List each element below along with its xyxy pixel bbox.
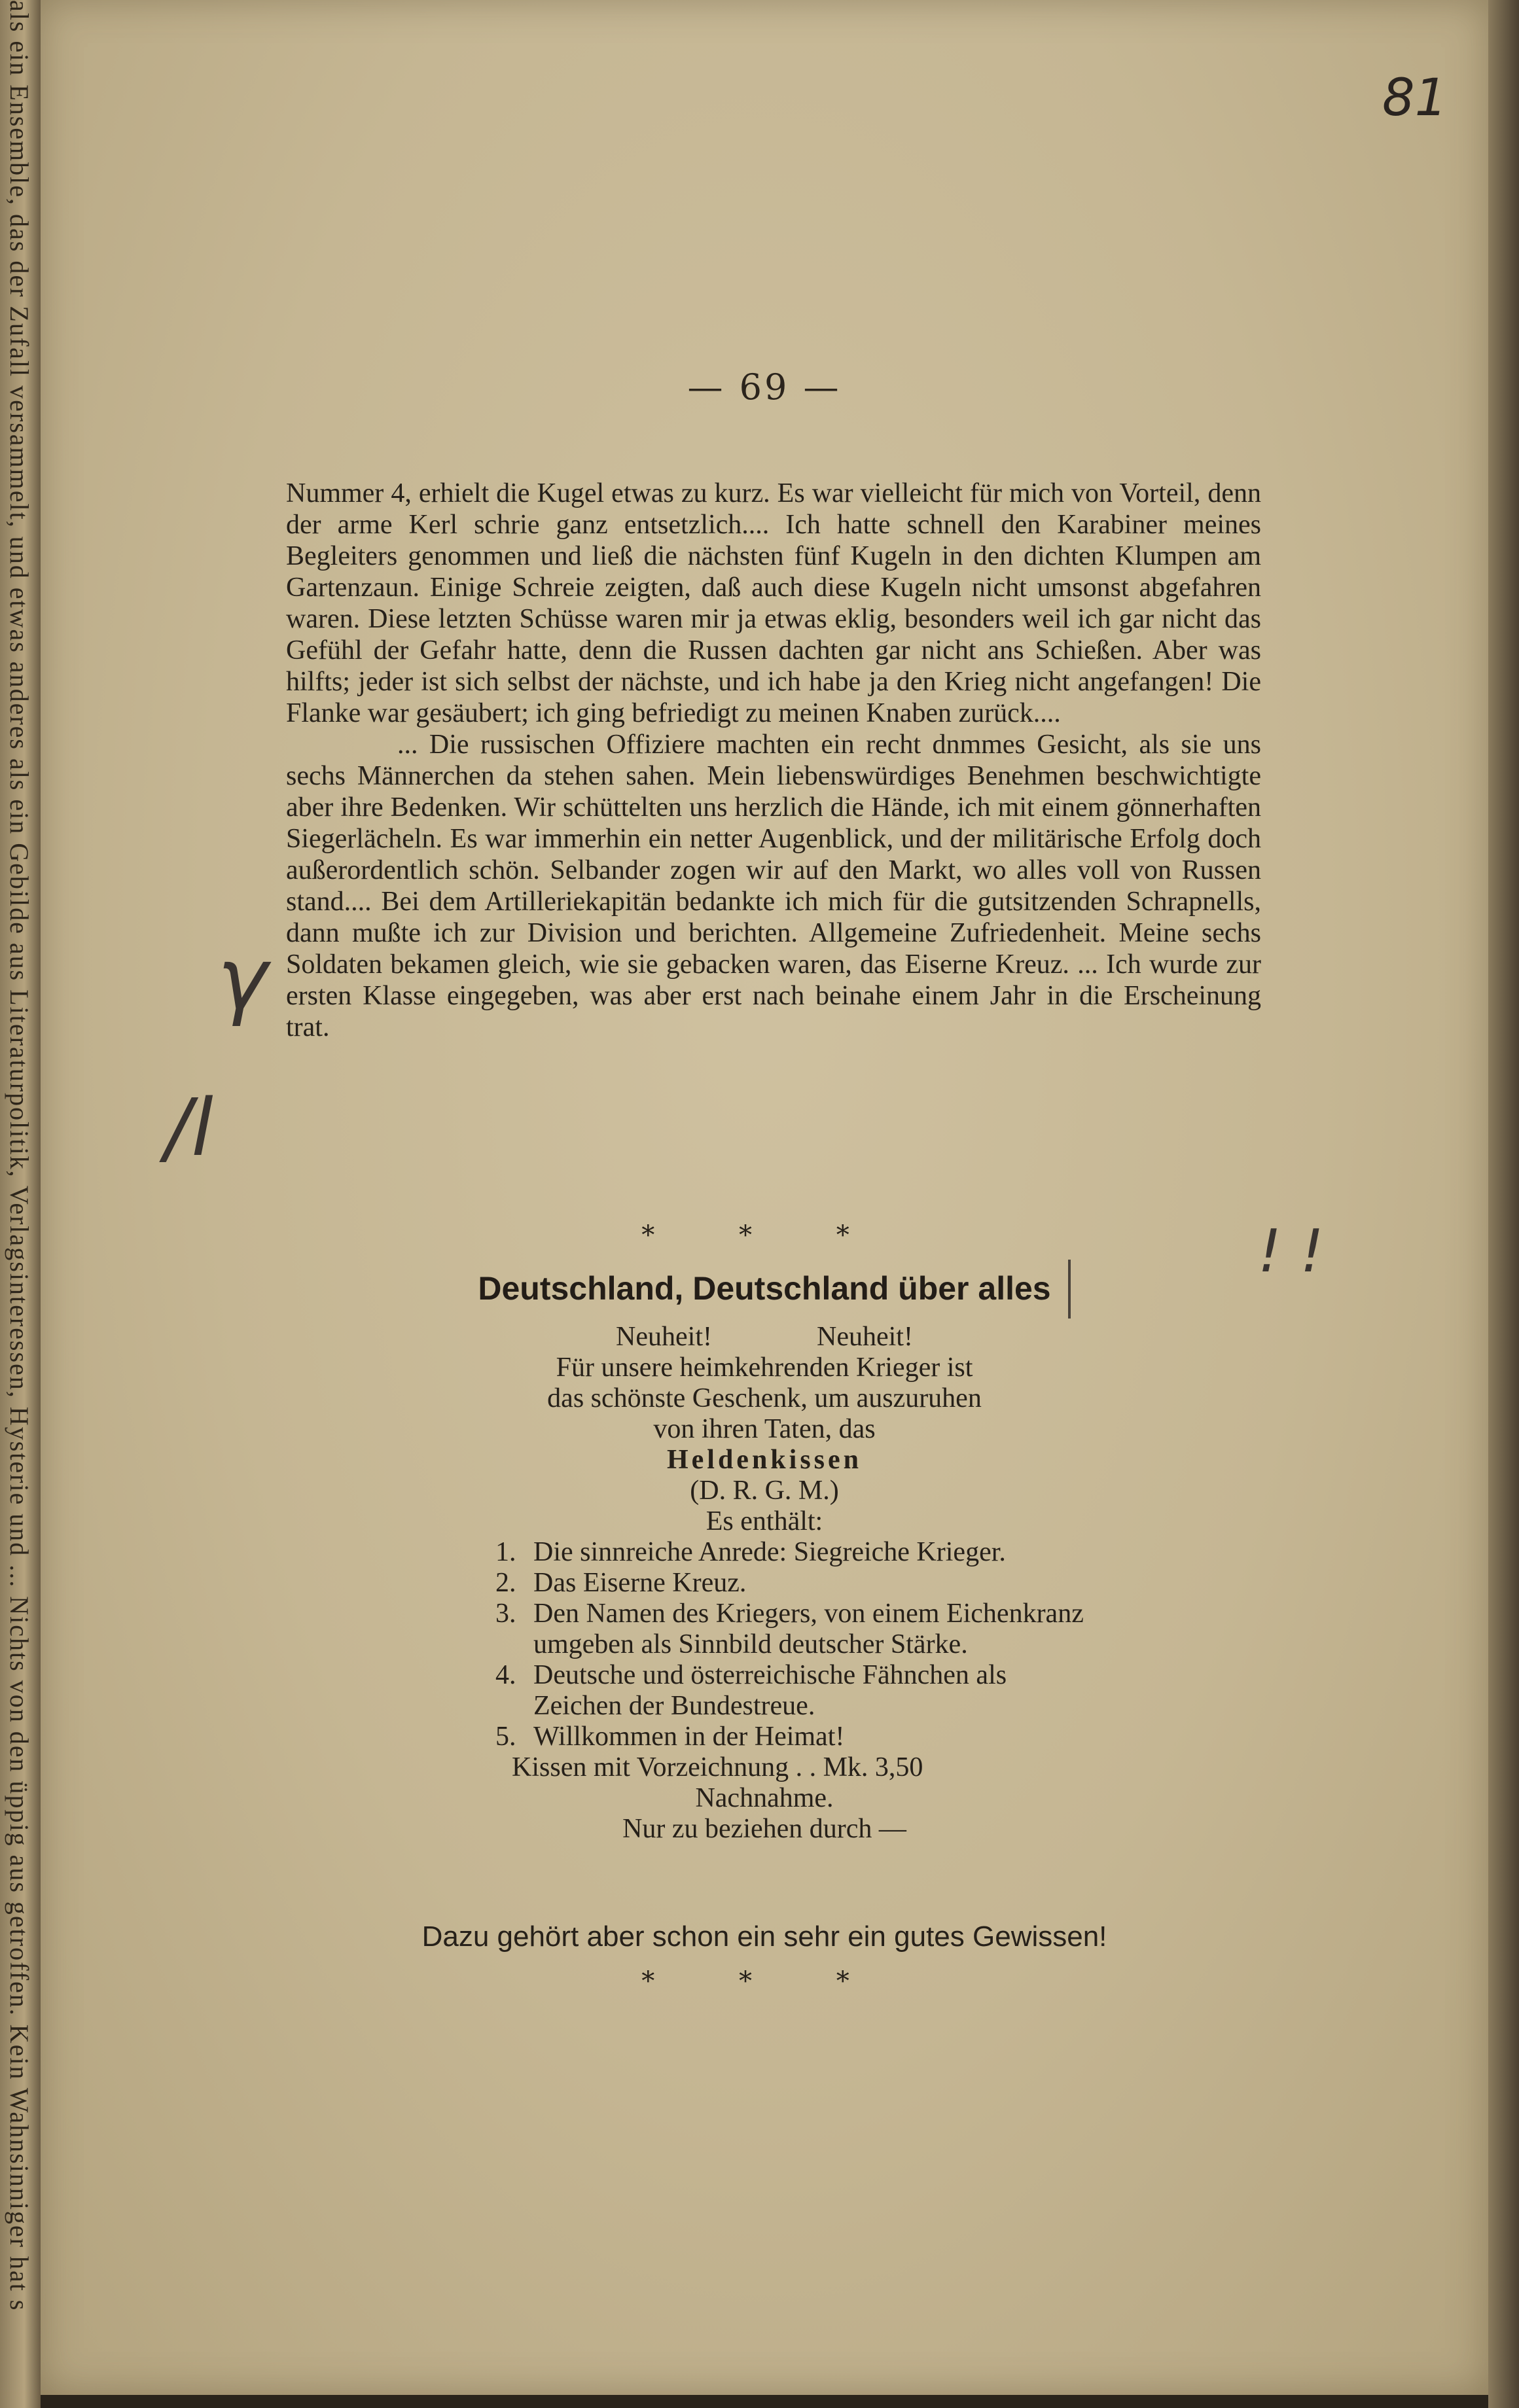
adjacent-page-strip: [0, 0, 41, 2408]
advertisement-title: Deutschland, Deutschland über alles: [478, 1270, 1051, 1307]
novelty-row: [41, 1322, 1488, 1353]
margin-note-1: γ: [217, 929, 268, 1029]
contains-label: Es enthält:: [706, 1506, 823, 1536]
availability-note: Nur zu beziehen durch —: [622, 1814, 906, 1844]
list-item-number: 3.: [495, 1599, 516, 1629]
asterisk-separator-bottom: * * *: [641, 1966, 887, 1996]
list-item: [495, 1722, 1084, 1752]
cod-note: Nachnahme.: [695, 1783, 834, 1813]
list-item-number: 2.: [495, 1568, 516, 1598]
list-item: [495, 1660, 1084, 1722]
body-text: [286, 478, 1261, 1043]
asterisk-separator: * * *: [641, 1220, 887, 1250]
product-name: Heldenkissen: [666, 1445, 863, 1475]
ad-intro-line-2: das schönste Geschenk, um auszuruhen: [547, 1383, 982, 1413]
advertisement-body: [41, 1322, 1488, 1845]
body-paragraph-2: ... Die russischen Offiziere machten ein recht dnmmes Gesicht, als sie uns sechs Männerchen da stehen sahen. Mein liebenswürdiges Benehmen beschwichtigte aber ihre Bedenken. Wir schüttelten uns herzlich die Hände, ich mit einem gönnerhaften Siegerlächeln. Es war immerhin ein netter Augenblick, und der militärische Erfolg doch außerordentlich schön. Selbander zogen wir auf den Markt, wo alles voll von Russen stand.... Bei dem Artilleriekapitän bedankte ich mich für die gutsitzenden Schrapnells, dann mußte ich zur Division und berichten. Allgemeine Zufriedenheit. Meine sechs Soldaten bekamen gleich, wie sie gebacken waren, das Eiserne Kreuz. ... Ich wurde zur ersten Klasse eingegeben, was aber erst nach beinahe einem Jahr in die Erscheinung trat.: [286, 730, 1261, 1042]
list-item: [495, 1599, 1084, 1660]
list-item-text: Deutsche und österreichische Fähnchen als Zeichen der Bundestreue.: [533, 1660, 1007, 1721]
list-item-text: Das Eiserne Kreuz.: [533, 1568, 747, 1598]
novelty-label-left: Neuheit!: [616, 1322, 712, 1352]
list-item-number: 1.: [495, 1537, 516, 1567]
list-item-text: Willkommen in der Heimat!: [533, 1722, 845, 1752]
pencil-mark: [1068, 1260, 1071, 1319]
list-item-text: Den Namen des Kriegers, von einem Eichenkranz umgeben als Sinnbild deutscher Stärke.: [533, 1599, 1084, 1659]
punchline: Dazu gehört aber schon ein sehr ein gutes Gewissen!: [421, 1921, 1107, 1953]
page-number: — 69 —: [687, 366, 842, 408]
book-page: [41, 0, 1488, 2395]
ad-intro-line-3: von ihren Taten, das: [653, 1414, 876, 1444]
margin-note-2: /l: [165, 1083, 213, 1174]
adjacent-page-text: als ein Ensemble, das der Zufall versammelt, und etwas anderes als ein Gebilde aus Literaturpolitik, Verlagsinteressen, Hysterie und ... Nichts von den üppig aus getroffen. Kein Wahnsinniger hat s: [5, 0, 34, 2312]
ad-intro-line-1: Für unsere heimkehrenden Krieger ist: [556, 1353, 973, 1383]
list-item-number: 5.: [495, 1722, 516, 1752]
list-item-number: 4.: [495, 1660, 516, 1690]
ad-item-list: [495, 1537, 1084, 1752]
novelty-label-right: Neuheit!: [817, 1322, 913, 1352]
price-line: Kissen mit Vorzeichnung . . Mk. 3,50: [512, 1752, 923, 1782]
list-item: [495, 1537, 1084, 1568]
list-item-text: Die sinnreiche Anrede: Siegreiche Krieger.: [533, 1537, 1006, 1567]
body-paragraph-1: Nummer 4, erhielt die Kugel etwas zu kurz. Es war vielleicht für mich von Vorteil, denn der arme Kerl schrie ganz entsetzlich.... Ich hatte schnell den Karabiner meines Begleiters genommen und ließ die nächsten fünf Kugeln in den dichten Klumpen am Gartenzaun. Einige Schreie zeigten, daß auch diese Kugeln nicht umsonst abgefahren waren. Diese letzten Schüsse waren mir ja etwas eklig, besonders weil ich gar nicht das Gefühl der Gefahr hatte, denn die Russen dachten gar nicht ans Schießen. Aber was hilfts; jeder ist sich selbst der nächste, und ich habe ja den Krieg nicht angefangen! Die Flanke war gesäubert; ich ging befriedigt zu meinen Knaben zurück....: [286, 478, 1261, 728]
margin-note-3: ! !: [1258, 1217, 1324, 1286]
list-item: [495, 1568, 1084, 1599]
handwritten-folio-number: 81: [1382, 69, 1448, 128]
product-mark: (D. R. G. M.): [690, 1476, 839, 1506]
page-edge-shadow: [1488, 0, 1519, 2408]
